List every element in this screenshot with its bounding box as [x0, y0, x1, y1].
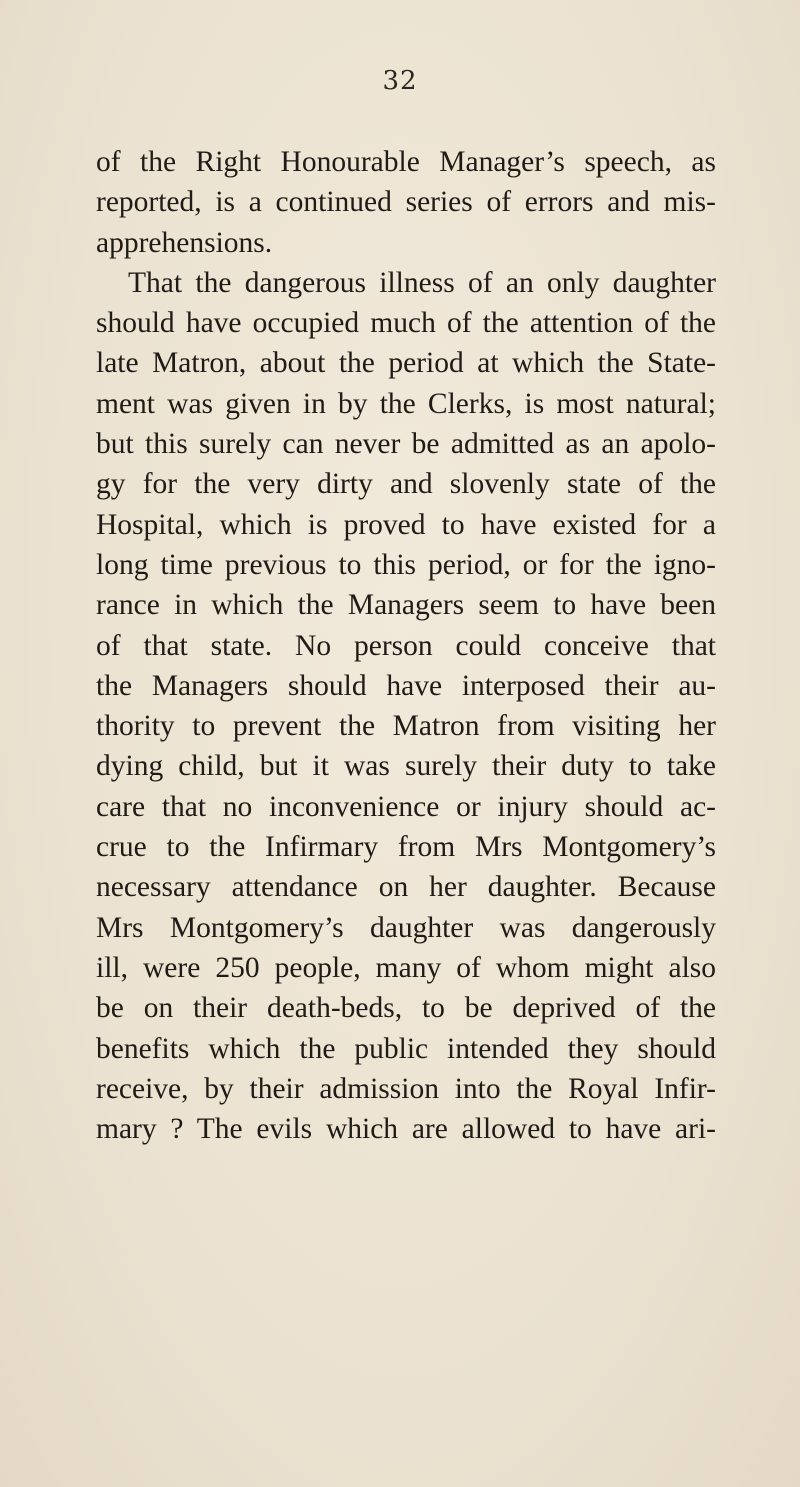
text-line: apprehensions. — [96, 226, 273, 259]
text-line: benefits which the public intended they should — [96, 1032, 716, 1065]
text-line: thority to prevent the Matron from visiting her — [96, 710, 716, 743]
text-line: should have occupied much of the attention of the — [96, 307, 716, 340]
text-line: Hospital, which is proved to have existed for a — [96, 508, 716, 541]
text-line: the Managers should have interposed their au- — [96, 669, 716, 702]
text-line: gy for the very dirty and slovenly state of the — [96, 468, 716, 501]
text-line: Mrs Montgomery’s daughter was dangerously — [96, 911, 716, 944]
page-number: 32 — [382, 66, 418, 96]
text-line: necessary attendance on her daughter. Because — [96, 871, 716, 904]
text-line: receive, by their admission into the Royal Infir- — [96, 1072, 716, 1105]
text-line: crue to the Infirmary from Mrs Montgomery’s — [96, 831, 716, 864]
text-line: mary ? The evils which are allowed to have ari- — [96, 1113, 716, 1146]
text-line: of that state. No person could conceive that — [96, 629, 716, 662]
text-line: rance in which the Managers seem to have been — [96, 589, 716, 622]
text-line: ment was given in by the Clerks, is most natural; — [96, 387, 716, 420]
body-text — [96, 142, 716, 1149]
text-line: long time previous to this period, or for the igno- — [96, 548, 716, 581]
text-line: dying child, but it was surely their duty to take — [96, 750, 716, 783]
text-line: but this surely can never be admitted as an apolo- — [96, 428, 716, 461]
text-line: of the Right Honourable Manager’s speech, as — [96, 146, 716, 178]
text-line: reported, is a continued series of errors and mis- — [96, 186, 716, 219]
text-line: ill, were 250 people, many of whom might also — [96, 951, 716, 984]
text-line: late Matron, about the period at which the State- — [96, 347, 716, 380]
text-line: That the dangerous illness of an only daughter — [128, 266, 716, 299]
text-line: care that no inconvenience or injury should ac- — [96, 790, 716, 823]
text-line: be on their death-beds, to be deprived of the — [96, 992, 716, 1025]
